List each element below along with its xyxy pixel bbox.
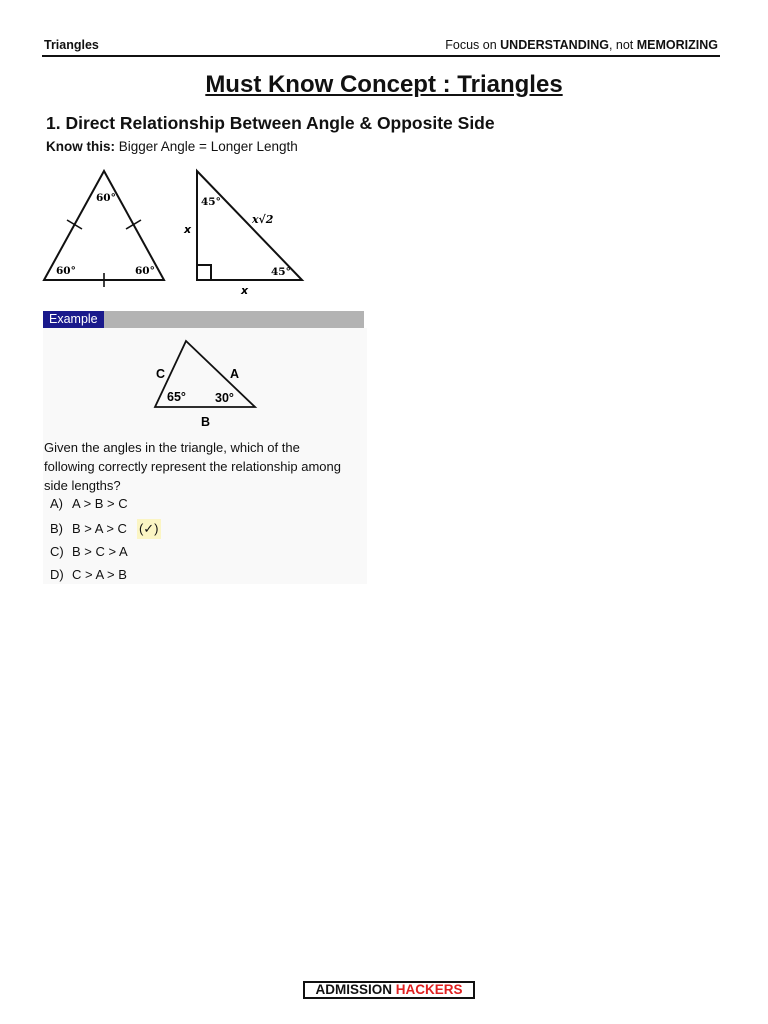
- know-label: Know this:: [46, 139, 115, 154]
- side-label-b: B: [201, 415, 211, 429]
- angle-label-top-45: 45°: [201, 196, 221, 208]
- tagline-bold-2: MEMORIZING: [636, 38, 718, 52]
- angle-label-bottom-45: 45°: [271, 266, 291, 278]
- choice-a: [50, 494, 128, 514]
- tagline-prefix: Focus on: [445, 38, 501, 52]
- angle-label-30: 30°: [215, 391, 234, 405]
- logo-word-1: ADMISSION: [315, 982, 392, 997]
- section-heading: 1. Direct Relationship Between Angle & Opposite Side: [46, 113, 495, 133]
- choice-key: D): [50, 567, 64, 582]
- header-topic: Triangles: [44, 38, 99, 52]
- angle-label-bottom-right: 60°: [135, 265, 155, 277]
- choice-text: A > B > C: [72, 496, 128, 511]
- angle-label-bottom-left: 60°: [56, 265, 76, 277]
- logo-word-2: HACKERS: [395, 982, 463, 997]
- choice-b: [50, 519, 161, 539]
- check-mark-icon: (✓): [137, 519, 161, 539]
- tagline-bold-1: UNDERSTANDING: [500, 38, 609, 52]
- side-label-c: C: [156, 367, 166, 381]
- angle-label-top: 60°: [96, 192, 116, 204]
- choice-key: A): [50, 496, 63, 511]
- example-tag: Example: [43, 311, 104, 328]
- choice-d: [50, 565, 127, 585]
- choice-key: C): [50, 544, 64, 559]
- side-label-hypotenuse: x√2: [252, 213, 274, 226]
- brand-logo: [303, 981, 475, 999]
- example-triangle-figure: [0, 0, 768, 440]
- side-label-bottom: x: [241, 284, 249, 297]
- angle-label-65: 65°: [167, 390, 186, 404]
- side-label-a: A: [230, 367, 240, 381]
- know-text: Bigger Angle = Longer Length: [115, 139, 298, 154]
- side-label-left: x: [184, 223, 192, 236]
- choice-text: B > A > C: [72, 521, 127, 536]
- choice-text: C > A > B: [72, 567, 127, 582]
- page-title: Must Know Concept : Triangles: [205, 71, 563, 98]
- choice-text: B > C > A: [72, 544, 128, 559]
- tagline-mid: , not: [608, 38, 637, 52]
- choice-key: B): [50, 521, 63, 536]
- example-question: Given the angles in the triangle, which of the following correctly represent the relationship among side lengths?: [44, 440, 341, 493]
- choice-c: [50, 542, 128, 562]
